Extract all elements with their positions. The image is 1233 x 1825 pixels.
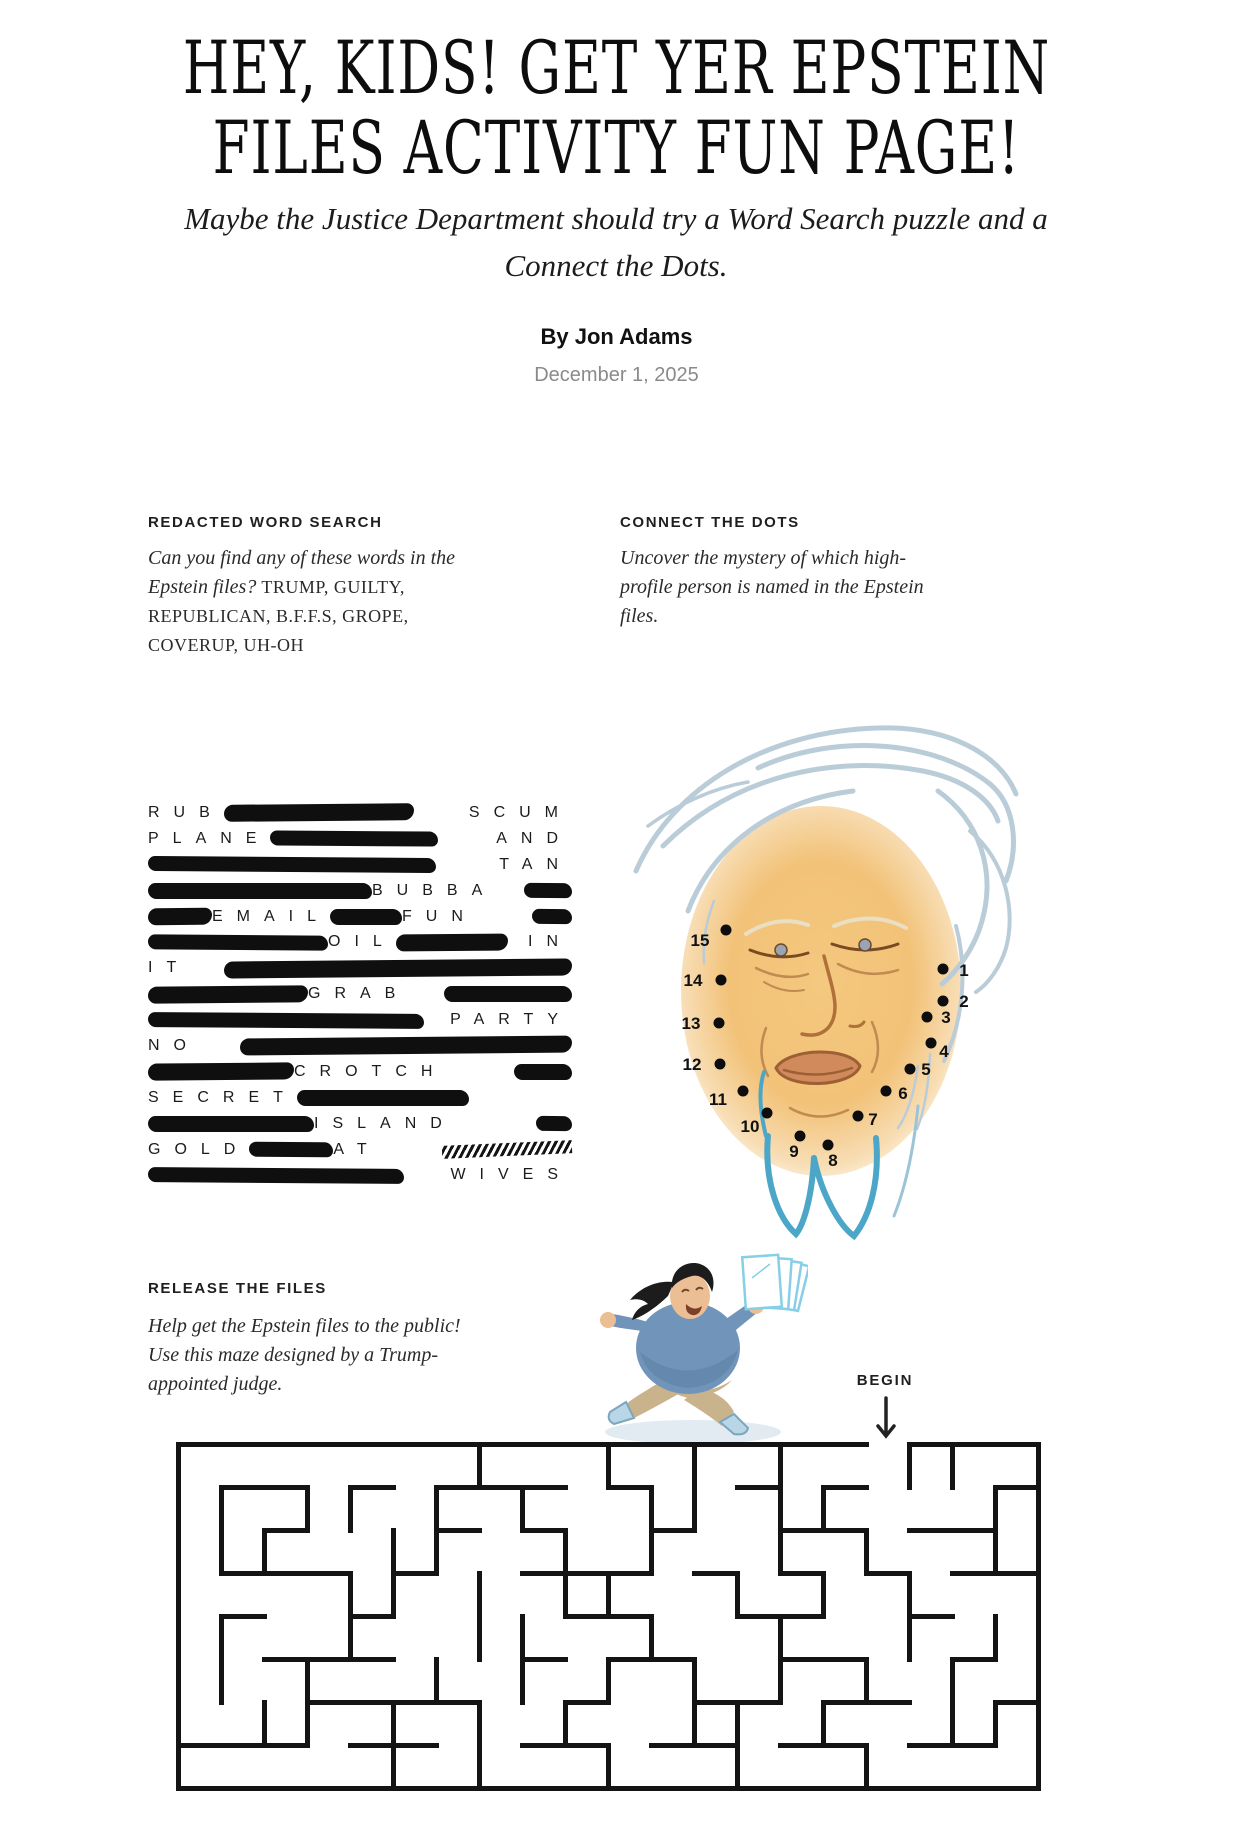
redaction-bar (224, 958, 572, 978)
release-files-heading: RELEASE THE FILES (148, 1280, 327, 1297)
date: December 1, 2025 (534, 364, 699, 386)
dot-number-3: 3 (941, 1008, 951, 1027)
redaction-bar (396, 933, 508, 951)
word-search-letters: WIVES (450, 1166, 572, 1184)
dot-number-11: 11 (709, 1090, 727, 1109)
word-search-letters: IN (528, 933, 572, 951)
dot-number-9: 9 (789, 1142, 799, 1161)
redaction-bar (148, 908, 212, 926)
word-search-letters: SECRET (148, 1088, 297, 1106)
maze-begin-label: BEGIN (856, 1372, 914, 1389)
word-search-heading: REDACTED WORD SEARCH (148, 514, 383, 531)
dot-number-6: 6 (898, 1084, 908, 1103)
word-search-row (148, 955, 572, 981)
dot-number-12: 12 (682, 1055, 702, 1074)
redaction-bar (297, 1090, 469, 1106)
dot-number-15: 15 (690, 931, 710, 950)
redaction-bar (536, 1116, 572, 1131)
trump-connect-dots-illustration (618, 676, 1048, 1246)
begin-arrow-icon (876, 1396, 896, 1442)
word-search-letters: EMAIL (212, 907, 331, 925)
word-search-word-list: TRUMP, GUILTY, REPUBLICAN, B.F.F.S, GROPE, COVERUP, UH-OH (148, 577, 409, 655)
running-woman-illustration (588, 1240, 808, 1450)
word-search-intro-italic: Can you find any of these words in the Epstein files? (148, 547, 456, 598)
dot-11 (738, 1086, 749, 1097)
word-search-row (148, 929, 572, 955)
redaction-bar (249, 1142, 333, 1158)
redaction-bar (148, 1167, 404, 1184)
word-search-row (148, 1033, 572, 1059)
connect-dots-intro: Uncover the mystery of which high-profile person is named in the Epstein files. (620, 547, 924, 627)
word-search-row (148, 981, 572, 1007)
dot-3 (922, 1012, 933, 1023)
redaction-bar (148, 856, 436, 873)
redaction-bar (532, 909, 572, 924)
word-search-letters: BUBBA (372, 881, 497, 899)
word-search-row (148, 1059, 572, 1085)
release-files-intro: Help get the Epstein files to the public! Use this maze designed by a Trump-appointed judge. (148, 1315, 461, 1395)
redaction-bar (148, 934, 328, 950)
papers (742, 1255, 808, 1311)
dot-number-2: 2 (959, 992, 969, 1011)
redaction-bar (240, 1036, 572, 1056)
word-search-row (148, 1137, 572, 1163)
dot-9 (795, 1131, 806, 1142)
redacted-word-search-grid (148, 800, 572, 1188)
dot-15 (721, 925, 732, 936)
dot-13 (714, 1018, 725, 1029)
word-search-letters: TAN (499, 855, 572, 873)
subtitle: Maybe the Justice Department should try a Word Search puzzle and a Connect the Dots. (184, 201, 1048, 283)
word-search-letters: GOLD (148, 1140, 250, 1158)
dot-8 (823, 1140, 834, 1151)
redaction-bar (148, 1012, 424, 1029)
word-search-row (148, 1162, 572, 1188)
connect-dots-heading: CONNECT THE DOTS (620, 514, 800, 531)
redaction-bar (330, 909, 402, 925)
word-search-row (148, 1085, 572, 1111)
dot-number-8: 8 (828, 1151, 838, 1170)
redaction-bar (148, 1116, 314, 1132)
word-search-letters: SCUM (468, 803, 572, 821)
dot-2 (938, 996, 949, 1007)
dot-number-4: 4 (939, 1042, 949, 1061)
word-search-row (148, 852, 572, 878)
dot-number-7: 7 (868, 1110, 878, 1129)
word-search-letters: ISLAND (314, 1114, 456, 1132)
redaction-bar (148, 883, 372, 899)
word-search-letters: IT (148, 959, 191, 977)
dot-7 (853, 1111, 864, 1122)
redaction-bar (514, 1064, 572, 1080)
page-title (86, 24, 1146, 192)
word-search-letters: RUB (148, 803, 224, 821)
redaction-bar (148, 985, 308, 1003)
word-search-letters: CROTCH (294, 1062, 447, 1080)
back-arm (610, 1314, 654, 1332)
word-search-row (148, 1007, 572, 1033)
word-search-row (148, 1111, 572, 1137)
dot-number-1: 1 (959, 961, 969, 980)
right-eye (859, 939, 871, 951)
word-search-row (148, 904, 572, 930)
lips (776, 1052, 860, 1084)
word-search-letters: PLANE (148, 829, 271, 847)
redaction-bar (224, 804, 414, 823)
dot-number-10: 10 (740, 1117, 760, 1136)
word-search-letters: GRAB (308, 985, 410, 1003)
word-search-letters: NO (148, 1036, 200, 1054)
word-search-letters: OIL (328, 933, 396, 951)
word-search-row (148, 878, 572, 904)
back-hand-fist (600, 1312, 616, 1328)
redaction-bar (270, 831, 438, 847)
word-search-letters: AND (496, 829, 572, 847)
left-eye (775, 944, 787, 956)
dot-14 (716, 975, 727, 986)
maze (175, 1441, 1042, 1792)
dot-1 (938, 964, 949, 975)
dot-number-5: 5 (921, 1060, 931, 1079)
dot-12 (715, 1059, 726, 1070)
title-line-1: HEY, KIDS! GET YER EPSTEIN (182, 24, 1051, 111)
dot-5 (905, 1064, 916, 1075)
redaction-scribble (442, 1140, 572, 1159)
byline: By Jon Adams (540, 324, 693, 349)
redaction-bar (148, 1063, 294, 1081)
word-search-letters: PARTY (450, 1011, 572, 1029)
word-search-letters: AT (333, 1140, 381, 1158)
title-line-2: FILES ACTIVITY FUN PAGE! (212, 104, 1021, 192)
word-search-row (148, 826, 572, 852)
word-search-row (148, 800, 572, 826)
word-search-letters: FUN (402, 907, 477, 925)
dot-4 (926, 1038, 937, 1049)
redaction-bar (524, 883, 572, 898)
word-search-intro (148, 544, 498, 660)
dot-number-13: 13 (681, 1014, 701, 1033)
dot-10 (762, 1108, 773, 1119)
dot-6 (881, 1086, 892, 1097)
redaction-bar (444, 986, 572, 1002)
dot-number-14: 14 (683, 971, 703, 990)
